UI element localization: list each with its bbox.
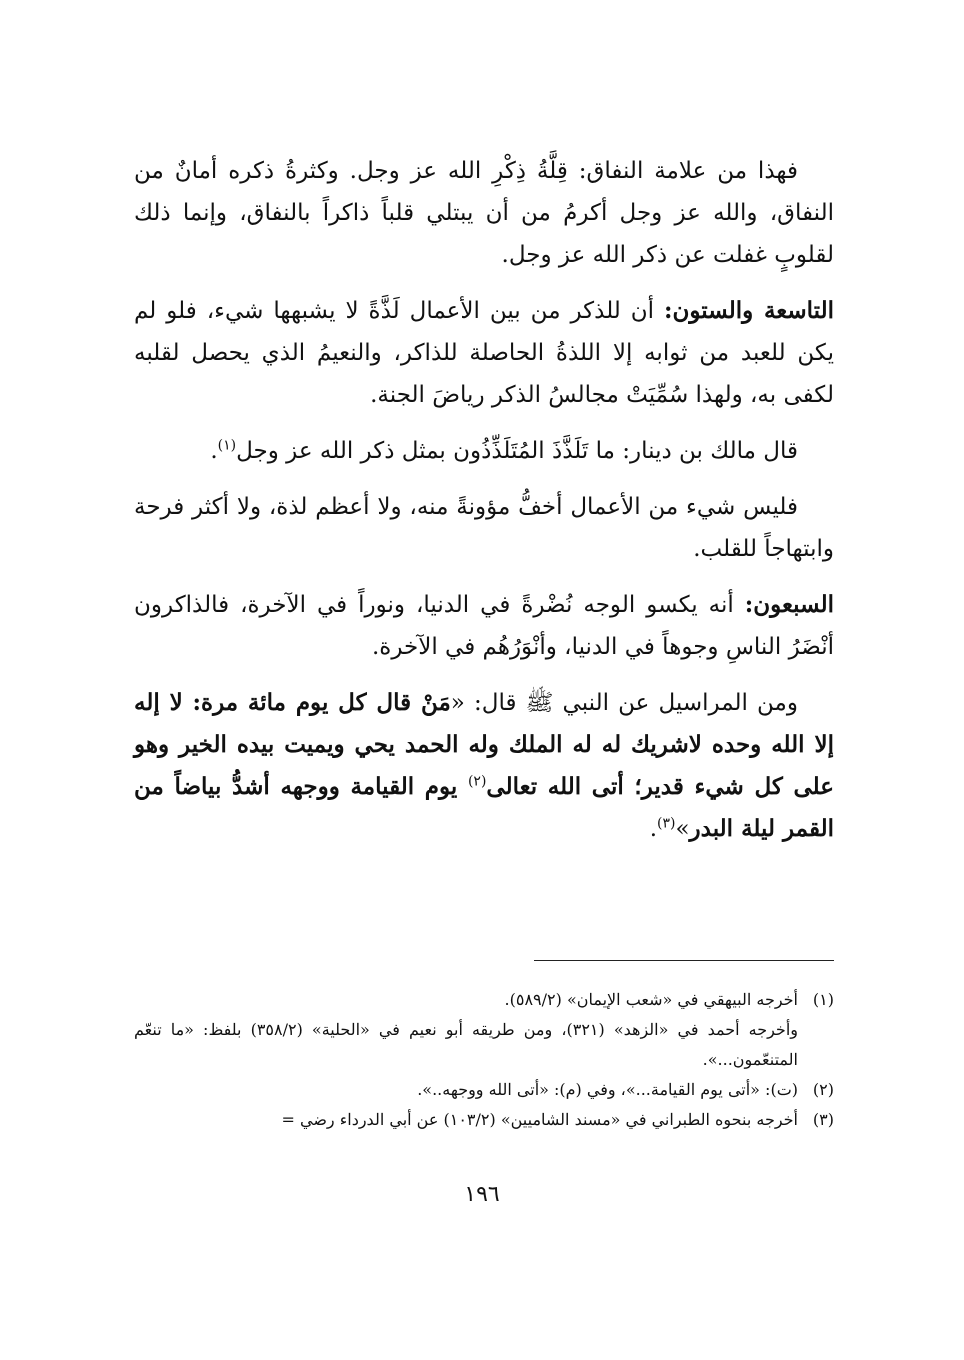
- paragraph-5: [134, 584, 834, 668]
- section-heading-70: السبعون:: [744, 591, 834, 618]
- paragraph-1: فهذا من علامة النفاق: قِلَّةُ ذِكْرِ الله عز وجل. وكثرةُ ذكره أمانٌ من النفاق، والله عز وجل أكرمُ من أن يبتلي قلباً ذاكراً بالنفاق، وإنما ذلك لقلوبٍ غفلت عن ذكر الله عز وجل.: [134, 158, 834, 268]
- footnote-2-text: (ت): «أتى يوم القيامة...»، وفي (م): «أتى الله ووجهه..».: [417, 1080, 798, 1099]
- footnote-1: [134, 985, 834, 1015]
- paragraph-5-body: أنه يكسو الوجه نُضْرةً في الدنيا، ونوراً في الآخرة، فالذاكرون أنْضَرُ الناسِ وجوهاً في الدنيا، وأنْوَرُهُم في الآخرة.: [134, 592, 834, 660]
- paragraph-3-body: قال مالك بن دينار: ما تَلَذَّذَ المُتَلَذِّذُون بمثل ذكر الله عز وجل: [236, 438, 798, 464]
- paragraph-6: [134, 682, 834, 850]
- paragraph-2: [134, 290, 834, 416]
- page-number: ١٩٦: [464, 1182, 500, 1207]
- main-text: [134, 150, 834, 864]
- section-heading-69: التاسعة والستون:: [664, 297, 834, 324]
- footnote-ref-2: (٢): [467, 773, 487, 790]
- footnote-1-continuation: وأخرجه أحمد في «الزهد» (٣٢١)، ومن طريقه أبو نعيم في «الحلية» (٣٥٨/٢) بلفظ: «ما تنعّم المتنعّمون...».: [134, 1020, 798, 1069]
- footnote-2: [134, 1075, 834, 1105]
- hadith-text-1: مَنْ قال كل يوم مائة مرة: لا إله إلا الله وحده لاشريك له له الملك وله الحمد يحي ويميت بيده الخير وهو على كل شيء قدير؛ أتى الله تعالى: [134, 689, 834, 800]
- footnote-3: [134, 1105, 834, 1135]
- paragraph-4: فليس شيء من الأعمال أخفُّ مؤونةً منه، ولا أعظم لذة، ولا أكثر فرحة وابتهاجاً للقلب.: [134, 494, 834, 562]
- paragraph-3-end: .: [210, 438, 218, 464]
- paragraph-2-body: أن للذكر من بين الأعمال لَذَّةً لا يشبهها شيء، فلو لم يكن للعبد من ثوابه إلا اللذةُ الحاصلة للذاكر، والنعيمُ الذي يحصل لقلبه لكفى به، ولهذا سُمِّيَتْ مجالسُ الذكر رياضَ الجنة.: [134, 298, 834, 408]
- footnote-ref-1: (١): [217, 437, 237, 454]
- footnote-2-number: (٢): [812, 1080, 834, 1099]
- paragraph-6-end: .: [649, 816, 657, 842]
- paragraph-3: [134, 430, 834, 472]
- footnote-1-number: (١): [812, 990, 834, 1009]
- footnotes: [134, 985, 834, 1135]
- footnote-3-number: (٣): [812, 1110, 834, 1129]
- paragraph-6-intro: ومن المراسيل عن النبي ﷺ قال: «: [450, 690, 798, 716]
- footnote-ref-3: (٣): [657, 815, 676, 832]
- footnote-1-text: أخرجه البيهقي في «شعب الإيمان» (٥٨٩/٢).: [504, 990, 798, 1009]
- hadith-text-2: يوم القيامة ووجهه أشدُّ بياضاً من القمر ليلة البدر: [134, 773, 834, 842]
- footnote-3-text: أخرجه بنحوه الطبراني في «مسند الشاميين» (١٠٣/٢) عن أبي الدرداء رضي =: [281, 1110, 798, 1129]
- quote-close: »: [675, 816, 690, 842]
